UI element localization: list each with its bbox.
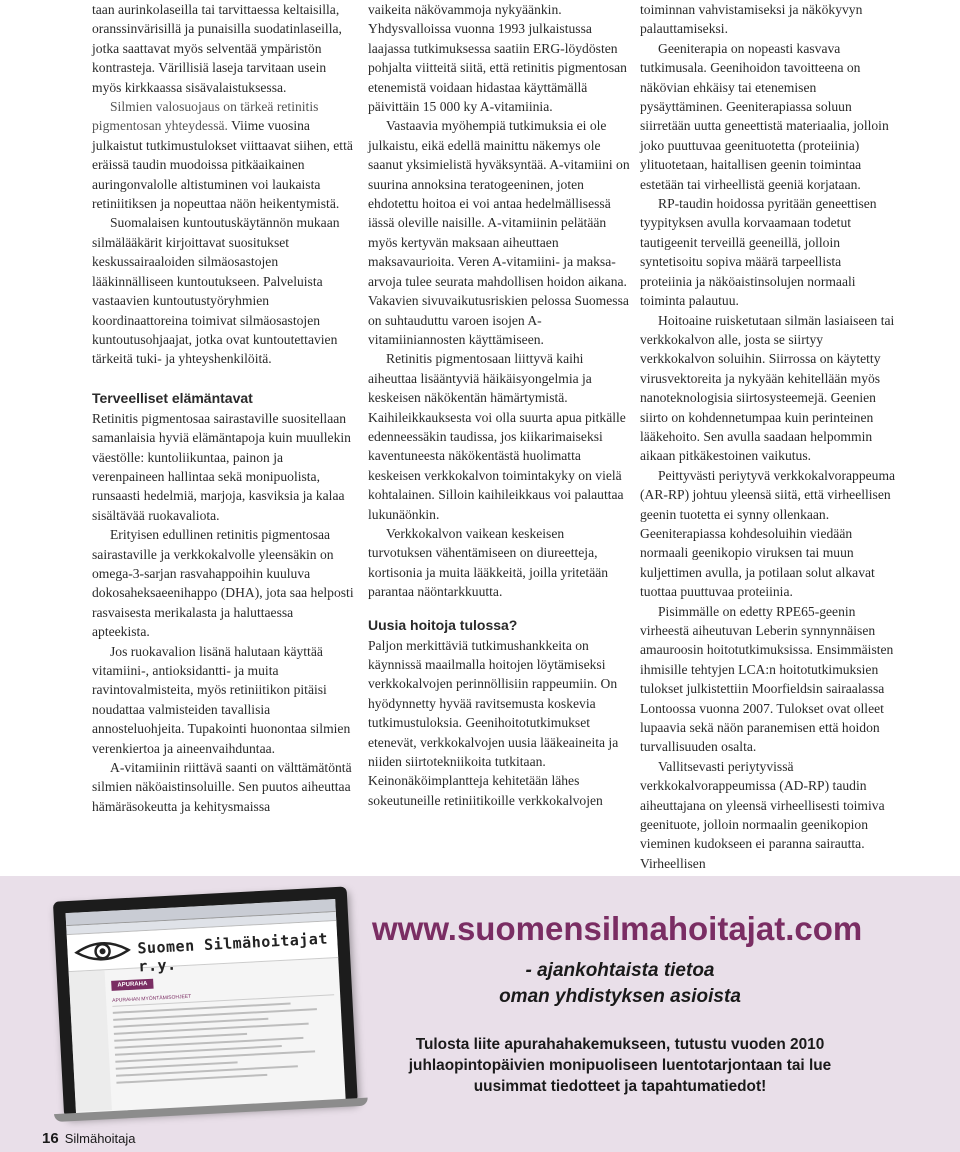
website-url-link[interactable]: www.suomensilmahoitajat.com [372,910,863,947]
site-body [69,958,346,1112]
magazine-name: Silmähoitaja [64,1131,136,1146]
page-folio [42,1130,136,1148]
paragraph: Hoitoaine ruisketutaan silmän lasiaiseen tai verkkokalvon alle, josta se siirtyy verkkokalvon soluihin. Siirrossa on käytetty virusvektoreita ja nykyään kehitellään myös nanoteknologisia siirtosysteemejä. Geenien siirto on kohdennetumpaa kuin perinteinen lääkehoito. Sen avulla saadaan helpommin aikaan pitkäkestoinen vaikutus. [640,312,895,464]
laptop-screen-frame [53,886,358,1117]
paragraph: vaikeita näkövammoja nykyäänkin. Yhdysvalloissa vuonna 1993 julkaistussa laajassa tutkimuksessa saatiin ERG-löydösten pohjalta viitteitä siitä, että retinitis pigmentosan etenemistä voidaan hidastaa käyttämällä päivittäin 15 000 ky A-vitamiinia. [368,2,627,115]
section-heading: Terveelliset elämäntavat [92,389,253,406]
laptop-illustration [52,872,358,1117]
paragraph: Retinitis pigmentosaan liittyvä kaihi aiheuttaa lisääntyviä häikäisyongelmia ja keskeisen näkökentän hämärtymistä. Kaihileikkauksesta voi olla suurta apua pitkälle edenneessäkin taudissa, jos kiikarimaiseksi kaventuneesta näkökentästä huolimatta keskeisen verkkokalvon toimintakyky on vielä kohtalainen. Silloin kaihileikkaus voi palauttaa lukunäönkin. [368,351,626,522]
paragraph: taan aurinkolaseilla tai tarvittaessa keltaisilla, oranssinvärisillä ja punaisilla suodatinlaseilla, jotka saattavat myös selventää ympäristön kontrasteja. Värillisiä laseja tarvitaan usein myös kirkkaassa sisävalaistuksessa. [92,2,342,95]
promo-line: juhlaopintopäivien monipuoliseen luentotarjontaan tai lue [408,1057,832,1074]
paragraph: Pisimmälle on edetty RPE65-geenin virheestä aiheutuvan Leberin synnynnäisen amauroosin hoitotutkimuksissa. Ensimmäisten ihmisille tehtyjen LCA:n hoitotutkimuksien tulokset julkistettiin Moorfieldsin sairaalassa Lontoossa vuonna 2007. Tulokset ovat olleet lupaavia sekä näön paranemisen että hoidon turvallisuuden osalta. [640,603,894,755]
article-column-1 [92,0,354,816]
site-subheading: APURAHAN MYÖNTÄMISOHJEET [112,986,334,1007]
paragraph: Vastaavia myöhempiä tutkimuksia ei ole julkaistu, eikä edellä mainittu näkemys ole saanut yksimielistä hyväksyntää. A-vitamiini on suurina annoksina teratogeeninen, joten ehdotettu hoitoa ei voi antaa hedelmällisessä iässä oleville naisille. A-vitamiinin pelätään myös kertyvän maksaan aiheuttaen maksavaurioita. Veren A-vitamiini- ja maksa-arvoja tulee seurata mahdollisen hoidon aikana. Vakavien sivuvaikutusriskien pelossa Suomessa on suhtauduttu varoen isojen A-vitamiiniannosten käyttämiseen. [368,118,630,347]
paragraph: toiminnan vahvistamiseksi ja näkökyvyn palauttamiseksi. [640,2,863,37]
paragraph-text: Viime vuosina julkaistut tutkimustulokset viittaavat siihen, että eräissä taudin muodoissa pitkäaikainen auringonvalolle altistuminen voi laukaista retiniitiksen ja nopeuttaa näön heikentymistä. [92,118,353,212]
paragraph: Vallitsevasti periytyvissä verkkokalvorappeumissa (AD-RP) taudin aiheuttajana on yleensä virheellisesti toimiva geenituote, jolloin normaalin geenikopion vieminen kudokseen ei paranna sairautta. Virheellisen [640,758,885,871]
tagline-line: - ajankohtaista tietoa [525,960,715,981]
section-heading: Uusia hoitoja tulossa? [368,616,518,633]
paragraph: Retinitis pigmentosaa sairastaville suositellaan samanlaisia hyviä elämäntapoja kuin muullekin väestölle: kuntoliikuntaa, painon ja verenpaineen hallintaa sekä monipuolista, runsaasti hedelmiä, marjoja, kasviksia ja kalaa sisältävää ruokavaliota. [92,410,351,523]
paragraph: Peittyvästi periytyvä verkkokalvorappeuma (AR-RP) johtuu yleensä siitä, että virheellisen geenin tuotetta ei synny ollenkaan. Geeniterapiassa kohdesoluihin viedään normaali geenikopio viruksen tai muun kuljettimen avulla, ja potilaan solut alkavat tuottaa puuttuvaa proteiinia. [640,467,896,600]
paragraph: Geeniterapia on nopeasti kasvava tutkimusala. Geenihoidon tavoitteena on näkövian ehkäisy tai etenemisen pysäyttäminen. Geeniterapiassa soluun siirretään uutta geneettistä materiaalia, jolloin joko puuttuvaa geenituotetta (proteiinia) ylituotetaan, haitallisen geenin toimintaa estetään tai virheellistä geeniä korjataan. [640,40,889,192]
paragraph: Paljon merkittäviä tutkimushankkeita on käynnissä maailmalla hoitojen löytämiseksi verkkokalvojen perinnöllisiin rappeumiin. On hyödynnetty hyvää ravitsemusta koskevia tutkimustuloksia. Geenihoitotutkimukset etenevät, verkkokalvojen uusia lääkeaineita ja niiden siirtotekniikoita tutkitaan. Keinonäköimplantteja kehitetään lähes sokeutuneille retiniitikoille verkkokalvojen [368,637,619,808]
paragraph: Jos ruokavalion lisänä halutaan käyttää vitamiini-, antioksidantti- ja muita ravintovalmisteita, myös retiniitikon pitäisi noudattaa valmisteiden tavallisia annosteluohjeita. Tupakointi huonontaa silmien verenkiertoa ja aineenvaihduntaa. [92,643,351,756]
article-column-3 [640,0,896,873]
promo-line: Tulosta liite apurahahakemukseen, tutustu vuoden 2010 [415,1036,825,1053]
tagline [470,958,770,1010]
site-title: Suomen Silmähoitajat r.y. [137,929,329,976]
page-number: 16 [42,1130,59,1147]
website-screenshot [66,899,346,1117]
paragraph: Suomalaisen kuntoutuskäytännön mukaan silmälääkärit kirjoittavat suositukset keskussairaaloiden silmäosastojen lääkinnälliseen kuntoutukseen. Palveluista vastaavien kuntoutustyöryhmien koordinaattoreina toimivat silmäosastojen kuntoutusohjaajat, jotka ovat kuntoutettavien tärkeitä tuki- ja yhteyshenkilöitä. [92,215,340,367]
eye-logo-icon [73,936,132,967]
tagline-line: oman yhdistyksen asioista [499,986,741,1007]
article-column-2 [368,0,630,810]
paragraph [92,97,354,213]
site-tab: APURAHA [111,979,153,991]
site-main [105,958,346,1110]
paragraph: RP-taudin hoidossa pyritään geneettisen tyypityksen avulla korvaamaan todetut tautigeenit terveillä geeneillä, jolloin syntetisoitu sopiva määrä tarpeellista proteiinia ja näköaistinsolujen normaali toiminta palautuu. [640,196,877,309]
paragraph: Erityisen edullinen retinitis pigmentosaa sairastaville ja verkkokalvolle yleensäkin on omega-3-sarjan rasvahappoihin kuuluva dokosaheksaeenihappo (DHA), jota saa helposti rasvaisesta merikalasta ja haluttaessa apteekista. [92,527,354,640]
promo-line: uusimmat tiedotteet ja tapahtumatiedot! [473,1078,767,1095]
paragraph: A-vitamiinin riittävä saanti on välttämätöntä silmien näköaistinsoluille. Sen puutos aiheuttaa hämäräsokeutta ja kehitysmaissa [92,760,352,814]
highlighted-sentence: Silmien valosuojaus on tärkeä retinitis pigmentosan yhteydessä. [92,99,319,134]
paragraph: Verkkokalvon vaikean keskeisen turvotuksen vähentämiseen on diureetteja, kortisonia ja muita lääkkeitä, joilla yritetään parantaa näöntarkkuutta. [368,525,609,600]
promo-text [360,1034,880,1097]
